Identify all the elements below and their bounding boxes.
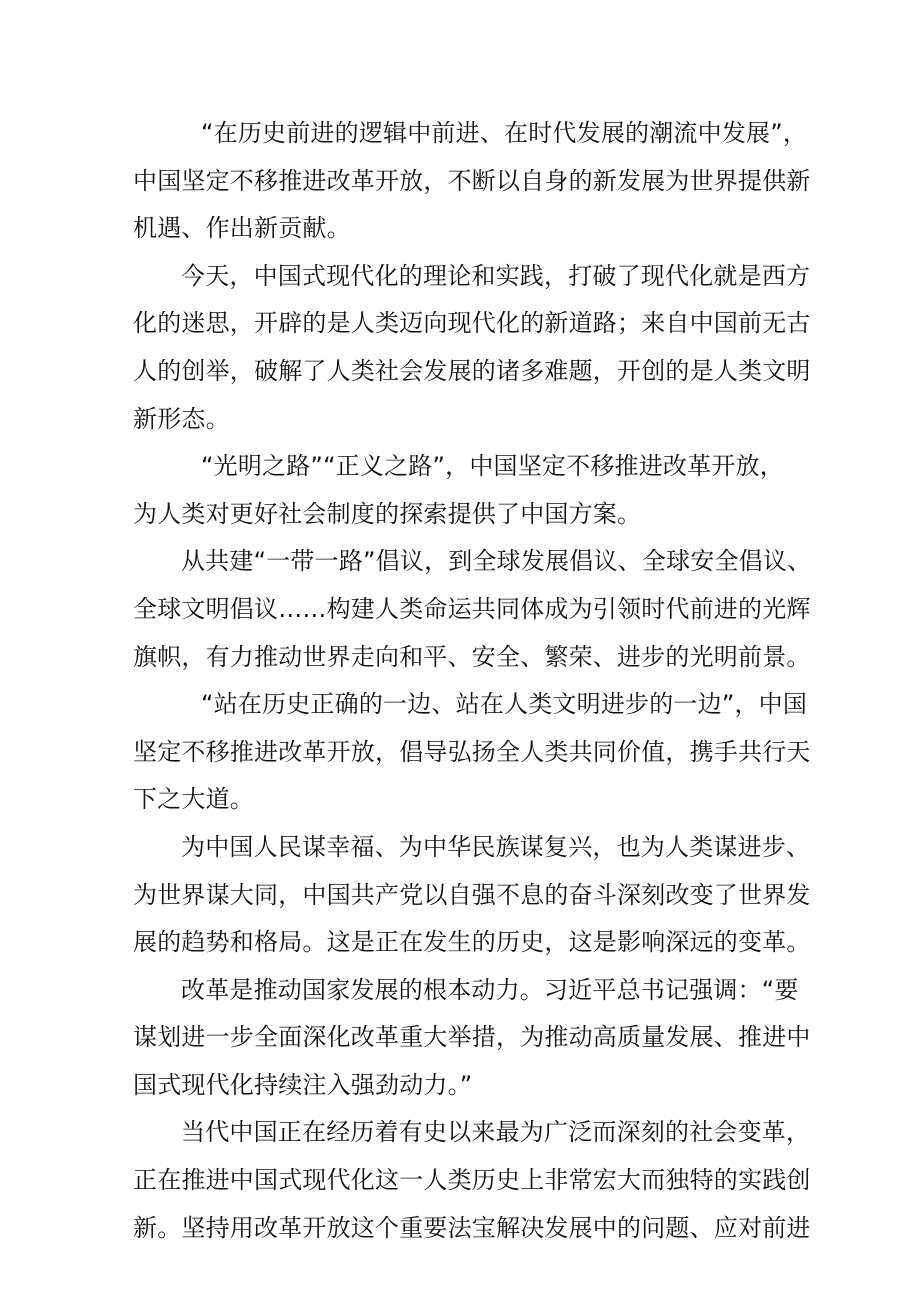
text-line: 今天，中国式现代化的理论和实践，打破了现代化就是西方 — [181, 261, 811, 290]
text-line: 展的趋势和格局。这是正在发生的历史，这是影响深远的变革。 — [133, 928, 811, 957]
paragraph-5 — [133, 681, 811, 824]
text-line: 坚定不移推进改革开放，倡导弘扬全人类共同价值，携手共行天 — [133, 737, 811, 766]
text-line: 化的迷思，开辟的是人类迈向现代化的新道路；来自中国前无古 — [133, 309, 811, 338]
text-line: “光明之路”“正义之路”，中国坚定不移推进改革开放， — [201, 452, 784, 481]
text-line: 人的创举，破解了人类社会发展的诸多难题，开创的是人类文明 — [133, 356, 811, 385]
text-line: 为中国人民谋幸福、为中华民族谋复兴，也为人类谋进步、 — [181, 832, 811, 861]
paragraph-8 — [133, 1109, 811, 1252]
text-line: 为人类对更好社会制度的探索提供了中国方案。 — [133, 499, 642, 528]
paragraph-7 — [133, 967, 811, 1110]
text-line: 新形态。 — [133, 404, 230, 433]
text-line: 新。坚持用改革开放这个重要法宝解决发展中的问题、应对前进 — [133, 1213, 811, 1242]
text-line: 全球文明倡议……构建人类命运共同体成为引领时代前进的光辉 — [133, 594, 811, 623]
text-line: 谋划进一步全面深化改革重大举措，为推动高质量发展、推进中 — [133, 1023, 811, 1052]
text-line: 国式现代化持续注入强劲动力。” — [133, 1070, 473, 1099]
paragraph-4 — [133, 538, 812, 681]
text-line: 旗帜，有力推动世界走向和平、安全、繁荣、进步的光明前景。 — [133, 642, 811, 671]
text-line: 下之大道。 — [133, 785, 254, 814]
text-line: 中国坚定不移推进改革开放，不断以自身的新发展为世界提供新 — [133, 166, 811, 195]
text-line: 正在推进中国式现代化这一人类历史上非常宏大而独特的实践创 — [133, 1166, 811, 1195]
text-line: 机遇、作出新贡献。 — [133, 214, 351, 243]
text-line: “在历史前进的逻辑中前进、在时代发展的潮流中发展”， — [201, 119, 808, 147]
paragraph-2 — [133, 253, 811, 443]
body-text — [133, 110, 812, 1252]
text-line: 当代中国正在经历着有史以来最为广泛而深刻的社会变革， — [181, 1118, 811, 1147]
paragraph-3 — [133, 443, 793, 538]
text-line: 为世界谋大同，中国共产党以自强不息的奋斗深刻改变了世界发 — [133, 880, 811, 909]
text-line: 从共建“一带一路”倡议，到全球发展倡议、全球安全倡议、 — [181, 547, 812, 576]
paragraph-6 — [133, 824, 811, 967]
text-line: “站在历史正确的一边、站在人类文明进步的一边”，中国 — [201, 690, 808, 719]
text-line: 改革是推动国家发展的根本动力。习近平总书记强调：“要 — [181, 975, 799, 1004]
paragraph-1 — [133, 110, 811, 253]
